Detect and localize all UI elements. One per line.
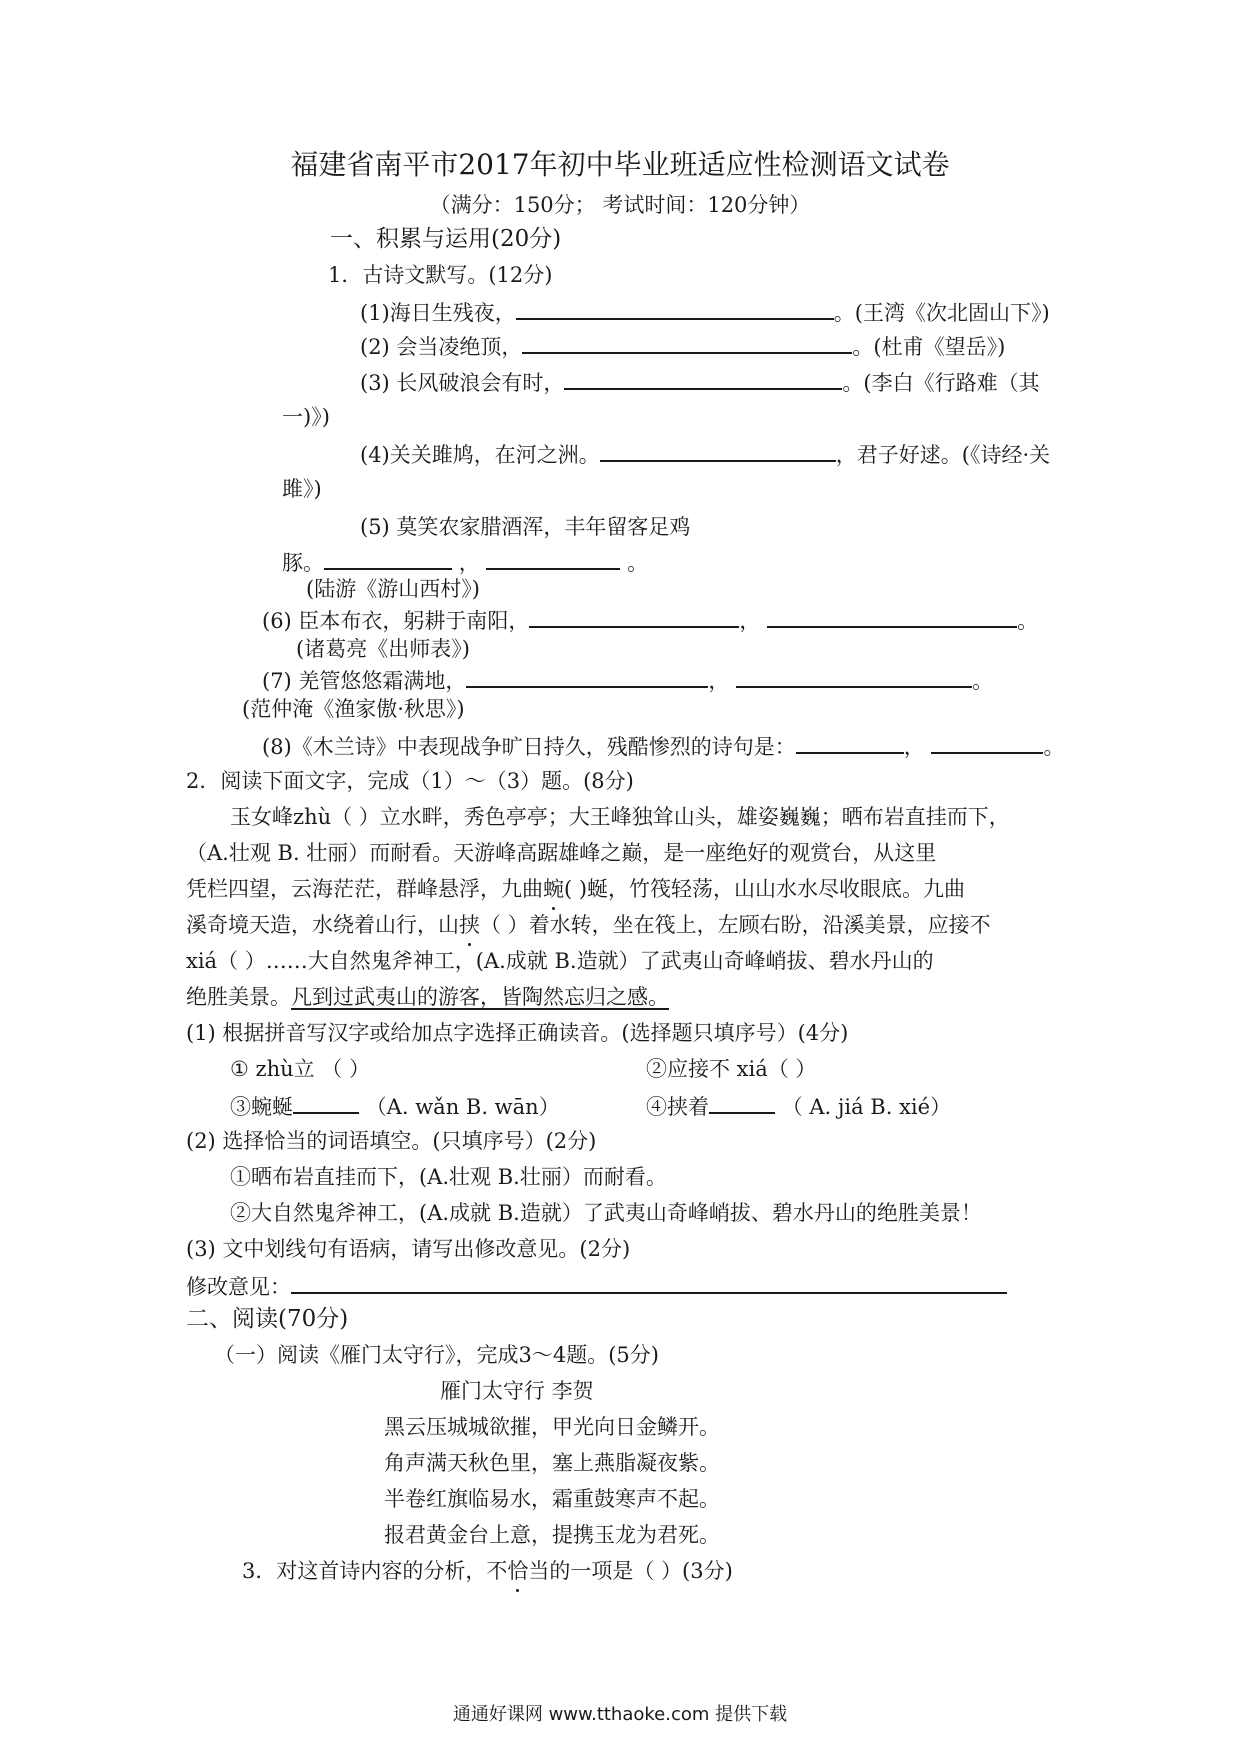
sub3-title: (3) 文中划线句有语病，请写出修改意见。(2分) [186, 1237, 631, 1261]
answer-blank[interactable] [931, 730, 1043, 754]
passage-line-3: 凭栏四望，云海茫茫，群峰悬浮，九曲蜿( )蜒，竹筏轻荡，山山水水尽收眼底。九曲 [186, 874, 965, 904]
q1-item-5: (5) 莫笑农家腊酒浑，丰年留客足鸡 [360, 515, 691, 539]
sub2-item-a: ①晒布岩直挂而下，(A.壮观 B.壮丽）而耐看。 [230, 1165, 667, 1189]
part2-heading: 二、阅读(70分) [186, 1306, 349, 1332]
answer-blank[interactable] [516, 296, 834, 320]
sub2-title: (2) 选择恰当的词语填空。(只填序号）(2分) [186, 1129, 597, 1153]
sub1-item-c: ③蜿蜒 （A. wǎn B. wān） [230, 1090, 560, 1122]
q1-item-5-source: (陆游《游山西村》) [306, 577, 480, 601]
answer-blank[interactable] [291, 1270, 1007, 1294]
q1-item-5-cont: 豚。 ， 。 [282, 546, 648, 578]
passage-line-2: （A.壮观 B. 壮丽）而耐看。天游峰高踞雄峰之巅，是一座绝好的观赏台，从这里 [186, 841, 937, 865]
dotted-char: 蜿 [543, 874, 564, 904]
answer-blank[interactable] [293, 1090, 359, 1114]
answer-blank[interactable] [600, 438, 836, 462]
poem-line: 黑云压城城欲摧，甲光向日金鳞开。 [384, 1415, 720, 1439]
q1-item-2: (2) 会当凌绝顶， 。(杜甫《望岳》) [360, 330, 1005, 362]
poem-title: 雁门太守行 李贺 [440, 1379, 594, 1403]
q1-item-6: (6) 臣本布衣，躬耕于南阳， ， 。 [262, 604, 1038, 636]
page-title: 福建省南平市2017年初中毕业班适应性检测语文试卷 [290, 148, 950, 181]
underlined-sentence: 凡到过武夷山的游客，皆陶然忘归之感。 [291, 985, 669, 1009]
answer-blank[interactable] [486, 546, 620, 570]
q1-item-1: (1)海日生残夜， 。(王湾《次北固山下》) [360, 296, 1050, 328]
q1-item-3-cont: 一)》) [282, 405, 330, 429]
sub1-item-b: ②应接不 xiá（ ） [646, 1057, 817, 1081]
answer-blank[interactable] [709, 1090, 775, 1114]
answer-blank[interactable] [522, 330, 852, 354]
part2-sub1-title: （一）阅读《雁门太守行》，完成3～4题。(5分) [214, 1343, 659, 1367]
dotted-words: 不恰当 [486, 1556, 549, 1586]
sub3-answer: 修改意见： [186, 1270, 1007, 1302]
sub1-title: (1) 根据拼音写汉字或给加点字选择正确读音。(选择题只填序号）(4分) [186, 1021, 849, 1045]
q1-item-6-source: (诸葛亮《出师表》) [296, 637, 470, 661]
dotted-char: 挟 [459, 910, 480, 940]
answer-blank[interactable] [529, 604, 739, 628]
q1-item-7-source: (范仲淹《渔家傲·秋思》) [242, 697, 465, 721]
poem-line: 半卷红旗临易水，霜重鼓寒声不起。 [384, 1487, 720, 1511]
page-subtitle: （满分：150分； 考试时间：120分钟） [429, 193, 811, 217]
sub1-item-d: ④挟着 （ A. jiá B. xié） [646, 1090, 951, 1122]
part1-heading: 一、积累与运用(20分) [330, 226, 562, 252]
answer-blank[interactable] [736, 664, 972, 688]
q1-item-4: (4)关关雎鸠，在河之洲。 ，君子好逑。(《诗经·关 [360, 438, 1050, 470]
passage-line-1: 玉女峰zhù（ ）立水畔，秀色亭亭；大王峰独耸山头，雄姿巍巍；晒布岩直挂而下， [230, 805, 1010, 829]
footer-text: 通通好课网 www.tthaoke.com 提供下载 [452, 1704, 788, 1725]
q1-item-7: (7) 羌管悠悠霜满地， ， 。 [262, 664, 993, 696]
answer-blank[interactable] [767, 604, 1017, 628]
answer-blank[interactable] [466, 664, 708, 688]
q1-title: 1．古诗文默写。(12分) [328, 263, 553, 287]
answer-blank[interactable] [796, 730, 904, 754]
poem-line: 角声满天秋色里，塞上燕脂凝夜紫。 [384, 1451, 720, 1475]
passage-line-5: xiá（ ）……大自然鬼斧神工，(A.成就 B.造就）了武夷山奇峰峭拔、碧水丹山的 [186, 949, 934, 973]
q3-title: 3．对这首诗内容的分析，不恰当的一项是（ ）(3分) [242, 1556, 733, 1586]
answer-blank[interactable] [564, 366, 842, 390]
q1-item-4-cont: 雎》) [282, 477, 322, 501]
q1-item-3: (3) 长风破浪会有时， 。(李白《行路难（其 [360, 366, 1040, 398]
poem-line: 报君黄金台上意，提携玉龙为君死。 [384, 1523, 720, 1547]
q1-item-8: (8)《木兰诗》中表现战争旷日持久，残酷惨烈的诗句是： ， 。 [262, 730, 1064, 762]
sub1-item-a: ① zhù立 （ ） [230, 1057, 370, 1081]
passage-line-4: 溪奇境天造，水绕着山行，山挟（ ）着水转，坐在筏上，左顾右盼，沿溪美景，应接不 [186, 910, 991, 940]
passage-line-6: 绝胜美景。凡到过武夷山的游客，皆陶然忘归之感。 [186, 985, 669, 1009]
answer-blank[interactable] [324, 546, 452, 570]
q2-title: 2．阅读下面文字，完成（1）～（3）题。(8分) [186, 769, 634, 793]
sub2-item-b: ②大自然鬼斧神工，(A.成就 B.造就）了武夷山奇峰峭拔、碧水丹山的绝胜美景！ [230, 1201, 982, 1225]
